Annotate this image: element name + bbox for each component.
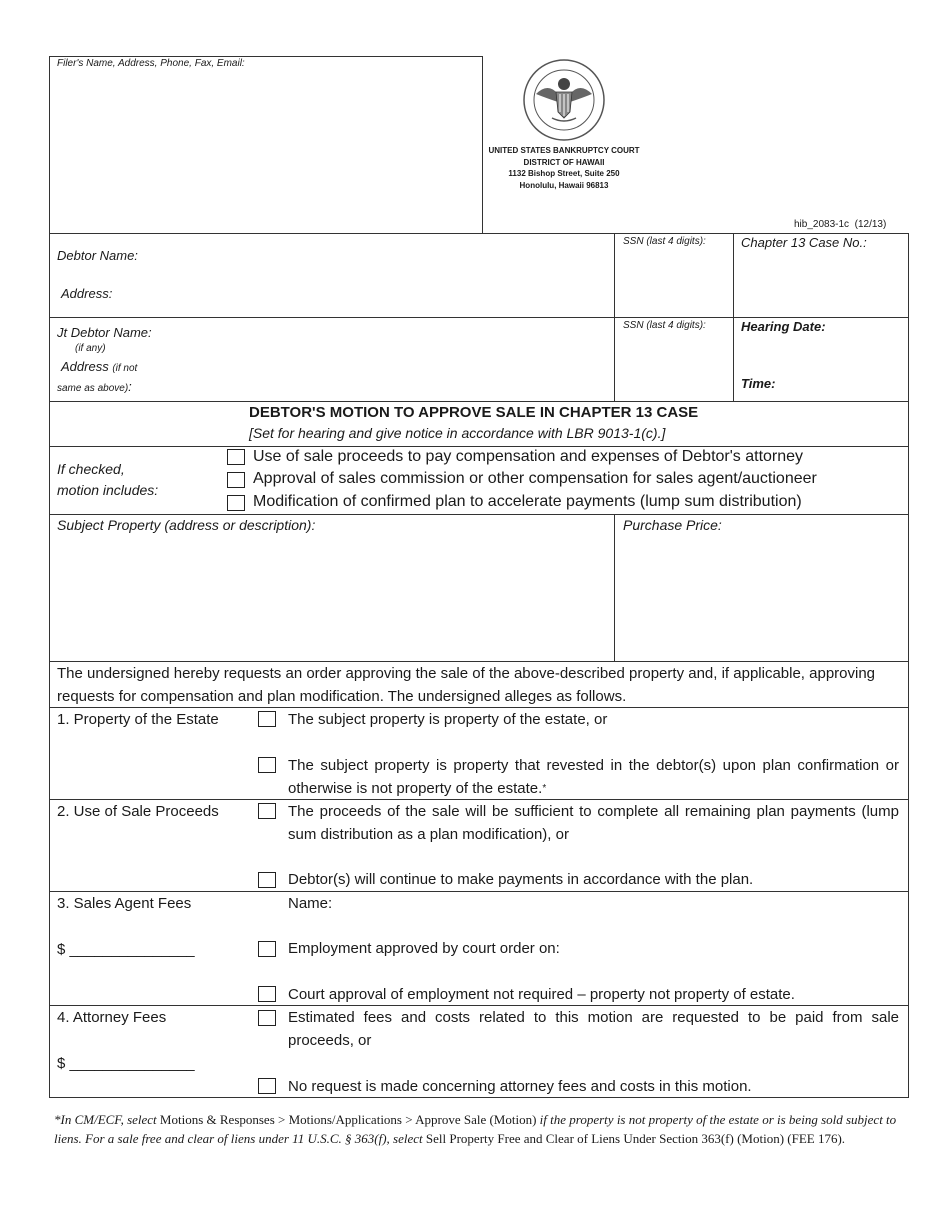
court-district: DISTRICT OF HAWAII <box>523 157 605 167</box>
section-1-label: 1. Property of the Estate <box>57 711 219 728</box>
debtor-address-label: Address: <box>61 286 113 301</box>
form-date: (12/13) <box>854 219 887 230</box>
motion-includes-label-1: If checked, <box>57 461 125 477</box>
footnote-event-name: Sell Property Free and Clear of Liens Under Section 363(f) (Motion) (FEE 176) <box>425 1131 842 1146</box>
court-name: UNITED STATES BANKRUPTCY COURT <box>488 146 640 155</box>
form-id <box>794 219 886 230</box>
filer-info-box[interactable] <box>49 56 483 234</box>
jt-ssn-label: SSN (last 4 digits): <box>623 320 706 331</box>
section-2-label: 2. Use of Sale Proceeds <box>57 803 219 820</box>
checkbox-revested-property[interactable] <box>258 757 276 773</box>
footnote <box>54 1110 904 1148</box>
court-city: Honolulu, Hawaii 96813 <box>519 180 609 190</box>
court-seal <box>522 58 606 142</box>
checkbox-plan-modification[interactable] <box>227 495 245 511</box>
footnote-menu-path: Motions & Responses > Motions/Applications > Approve Sale (Motion) <box>159 1112 537 1127</box>
footnote-part-3: if the property is not property of the estate or is being sold subject to liens. For a sale free and clear of liens under 11 U.S.C. § 363(f), select <box>54 1112 897 1146</box>
jt-address-word: Address <box>61 359 109 374</box>
form-number: hib_2083-1c <box>794 219 850 230</box>
jt-address-colon: : <box>128 379 132 394</box>
checkbox-sales-commission[interactable] <box>227 472 245 488</box>
checkbox-no-fee-request[interactable] <box>258 1078 276 1094</box>
footnote-marker: * <box>542 783 547 794</box>
court-street: 1132 Bishop Street, Suite 250 <box>508 169 620 178</box>
checkbox-property-of-estate[interactable] <box>258 711 276 727</box>
section-4-label: 4. Attorney Fees <box>57 1009 167 1026</box>
filer-info-label: Filer's Name, Address, Phone, Fax, Email: <box>57 58 245 69</box>
checkbox-fees-requested[interactable] <box>258 1010 276 1026</box>
checkbox-continue-payments[interactable] <box>258 872 276 888</box>
checkbox-employment-approved[interactable] <box>258 941 276 957</box>
s1-option-1: The subject property is property of the estate, or <box>288 711 608 728</box>
time-label: Time: <box>741 376 776 391</box>
s2-option-2: Debtor(s) will continue to make payments in accordance with the plan. <box>288 871 754 888</box>
s3-option-1: Employment approved by court order on: <box>288 940 560 957</box>
debtor-ssn-label: SSN (last 4 digits): <box>623 236 706 247</box>
purchase-price-label: Purchase Price: <box>623 517 722 533</box>
section-3-label: 3. Sales Agent Fees <box>57 895 192 912</box>
debtor-name-label: Debtor Name: <box>57 248 138 263</box>
s1-option-2-text: The subject property is property that revested in the debtor(s) upon plan confirmation or otherwise is not property of the estate. <box>288 757 899 797</box>
s3-option-2: Court approval of employment not required – property not property of estate. <box>288 986 795 1003</box>
jt-debtor-if-any: (if any) <box>75 343 106 354</box>
checkbox-attorney-compensation[interactable] <box>227 449 245 465</box>
jt-debtor-address-label <box>61 359 137 374</box>
s4-option-2: No request is made concerning attorney fees and costs in this motion. <box>288 1078 752 1095</box>
form-subtitle: [Set for hearing and give notice in accordance with LBR 9013-1(c).] <box>249 425 666 441</box>
option-sales-commission: Approval of sales commission or other compensation for sales agent/auctioneer <box>253 470 817 487</box>
sales-agent-name-label: Name: <box>288 895 333 912</box>
case-number-label: Chapter 13 Case No.: <box>741 235 867 250</box>
checkbox-sufficient-proceeds[interactable] <box>258 803 276 819</box>
form-title: DEBTOR'S MOTION TO APPROVE SALE IN CHAPTER 13 CASE <box>249 404 699 421</box>
court-address <box>484 145 644 191</box>
motion-includes-label-2: motion includes: <box>57 482 159 498</box>
footnote-part-1: *In CM/ECF, select <box>54 1112 160 1127</box>
jt-debtor-address-note2 <box>57 379 132 394</box>
jt-address-note-2: same as above) <box>57 383 129 394</box>
s4-option-1: Estimated fees and costs related to this motion are requested to be paid from sale proceeds, or <box>288 1009 899 1049</box>
checkbox-approval-not-required[interactable] <box>258 986 276 1002</box>
option-attorney-compensation: Use of sale proceeds to pay compensation and expenses of Debtor's attorney <box>253 448 804 465</box>
hearing-date-label: Hearing Date: <box>741 319 826 334</box>
s1-option-2 <box>288 754 899 800</box>
subject-property-label: Subject Property (address or description): <box>57 517 316 533</box>
jt-address-note: (if not <box>112 363 138 374</box>
option-plan-modification: Modification of confirmed plan to accelerate payments (lump sum distribution) <box>253 493 802 510</box>
jt-debtor-name-label: Jt Debtor Name: <box>57 325 152 340</box>
sales-agent-fee-amount[interactable]: $ _______________ <box>57 941 195 958</box>
intro-paragraph: The undersigned hereby requests an order approving the sale of the above-described property and, if applicable, approving requests for compensation and plan modification. The undersigned alleges as follows. <box>57 665 876 705</box>
footnote-end: . <box>841 1131 846 1146</box>
attorney-fee-amount[interactable]: $ _______________ <box>57 1055 195 1072</box>
s2-option-1: The proceeds of the sale will be sufficient to complete all remaining plan payments (lump sum distribution as a plan modification), or <box>288 803 899 843</box>
